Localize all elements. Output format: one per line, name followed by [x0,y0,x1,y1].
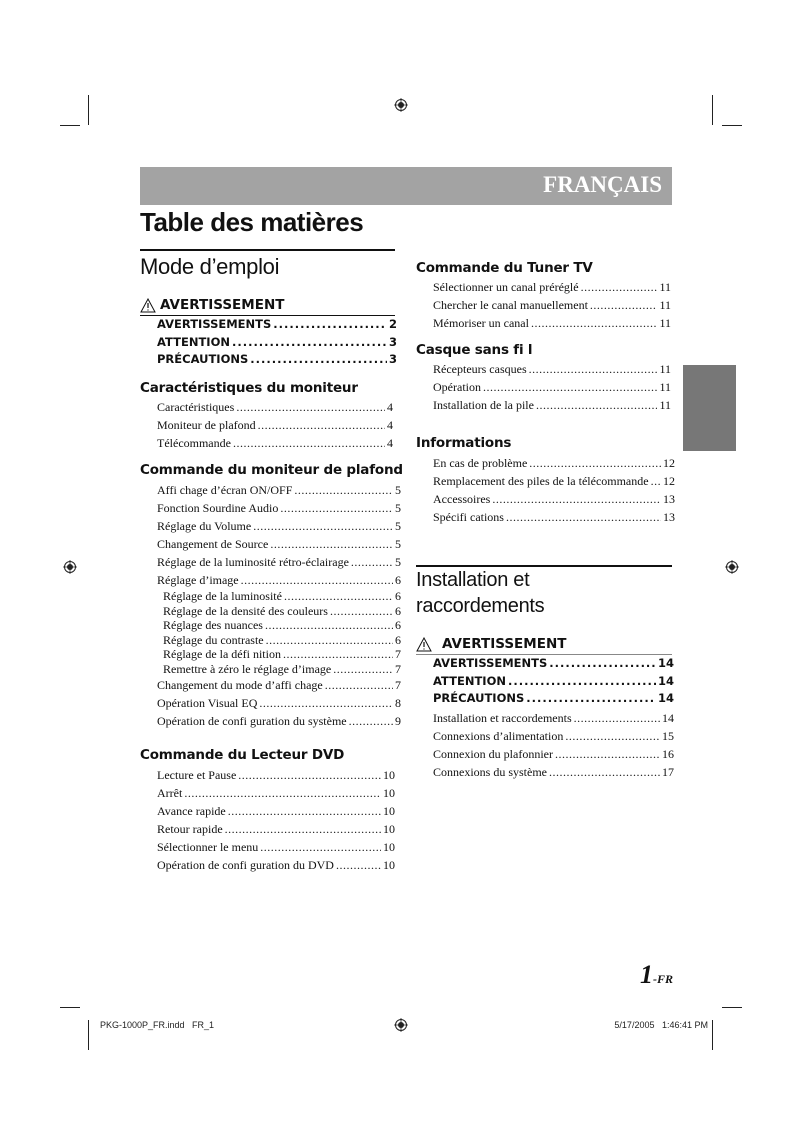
dot-leader [225,820,381,838]
dot-leader [253,517,393,535]
toc-entry-page: 11 [659,316,671,330]
toc-entry[interactable] [157,604,401,619]
toc-entry-page: 8 [395,696,401,710]
dot-leader [283,647,393,662]
dot-leader [259,694,393,712]
toc-entry-label: Réglage de la luminosité rétro-éclairage [157,555,349,569]
dot-leader [549,763,660,781]
toc-entry-page: 4 [387,400,393,414]
dot-leader [483,378,657,396]
warning-triangle-icon [416,637,432,652]
dot-leader [325,676,393,694]
dot-leader [336,856,381,874]
toc-entry-label: Caractéristiques [157,400,235,414]
dot-leader [536,396,657,414]
crop-mark [712,1020,713,1050]
toc-entry-label: Spécifi cations [433,510,504,524]
toc-entry[interactable] [157,334,397,352]
toc-entry-page: 10 [383,786,395,800]
toc-entry-page: 5 [395,501,401,515]
page-number [640,960,673,990]
dot-leader [232,334,387,352]
toc-entry-page: 5 [395,483,401,497]
dot-leader [492,490,661,508]
toc-entry-page: 13 [663,492,675,506]
toc-entry-page: 12 [663,474,675,488]
toc-entry[interactable] [433,690,674,708]
toc-entry[interactable] [157,571,401,589]
toc-entry[interactable] [157,802,395,820]
dot-leader [258,416,385,434]
toc-entry-label: Opération de confi guration du DVD [157,858,334,872]
toc-entry-label: En cas de problème [433,456,528,470]
toc-entry-label: Accessoires [433,492,491,506]
toc-list [157,766,395,874]
dot-leader [184,784,381,802]
toc-entry-page: 14 [657,691,674,705]
registration-mark-icon [725,560,739,574]
section-rule [140,249,395,251]
toc-entry-label: Fonction Sourdine Audio [157,501,279,515]
dot-leader [330,604,393,619]
group-heading: Caractéristiques du moniteur [140,380,358,396]
toc-entry-label: Installation et raccordements [433,711,572,725]
toc-entry-label: PRÉCAUTIONS [157,352,249,366]
toc-entry-page: 11 [659,380,671,394]
toc-entry-label: Connexion du plafonnier [433,747,553,761]
crop-mark [60,125,80,126]
footer-timestamp: 5/17/2005 1:46:41 PM [614,1020,708,1030]
toc-entry[interactable] [433,655,674,673]
toc-list [157,398,393,452]
page-number-suffix: -FR [653,972,674,986]
toc-entry-page: 10 [383,858,395,872]
toc-entry-label: Avance rapide [157,804,226,818]
dot-leader [238,766,381,784]
crop-mark [722,1007,742,1008]
toc-list [157,316,397,369]
toc-entry-page: 5 [395,519,401,533]
toc-entry-page: 10 [383,768,395,782]
toc-entry-label: Réglage du contraste [163,632,264,647]
toc-entry-label: Récepteurs casques [433,362,527,376]
toc-entry-page: 11 [659,398,671,412]
section-title-line2: raccordements [416,595,545,617]
footer-file: PKG-1000P_FR.indd FR_1 [100,1020,215,1030]
dot-leader [250,351,387,369]
toc-entry-page: 10 [383,804,395,818]
dot-leader [270,535,393,553]
group-heading: Casque sans fi l [416,342,533,358]
toc-entry-page: 14 [662,711,674,725]
toc-entry-label: Opération [433,380,481,394]
toc-entry-label: PRÉCAUTIONS [433,691,525,705]
toc-entry-label: Réglage de la défi nition [163,647,281,661]
toc-entry-page: 3 [388,352,397,366]
toc-entry-page: 10 [383,822,395,836]
toc-entry-label: Sélectionner le menu [157,840,259,854]
toc-entry[interactable] [157,499,401,517]
toc-entry-label: Changement de Source [157,537,269,551]
toc-entry[interactable] [157,662,401,677]
page-title: Table des matières [140,207,364,237]
toc-entry-page: 11 [659,362,671,376]
language-label: FRANÇAIS [543,172,662,197]
toc-entry-label: Installation de la pile [433,398,534,412]
dot-leader [294,481,393,499]
toc-entry[interactable] [157,535,401,553]
warning-heading-text: AVERTISSEMENT [442,636,567,652]
registration-mark-icon [394,1018,408,1032]
toc-entry-page: 15 [662,729,674,743]
toc-entry[interactable] [433,727,674,745]
toc-entry-label: Télécommande [157,436,231,450]
toc-entry-label: Changement du mode d’affi chage [157,678,323,692]
toc-entry-page: 7 [395,678,401,692]
toc-entry-label: Arrêt [157,786,183,800]
dot-leader [506,508,661,526]
dot-leader [266,633,393,648]
toc-entry[interactable] [433,490,675,508]
toc-entry[interactable] [157,647,401,662]
toc-entry[interactable] [157,676,401,694]
toc-entry-page: 6 [395,589,401,603]
toc-entry-page: 5 [395,555,401,569]
toc-entry-label: Chercher le canal manuellement [433,298,588,312]
side-thumb-tab [683,365,736,451]
toc-entry-page: 4 [387,418,393,432]
toc-entry-label: Affi chage d’écran ON/OFF [157,483,293,497]
toc-entry-page: 7 [395,647,401,661]
toc-entry[interactable] [157,351,397,369]
dot-leader [526,690,656,708]
toc-entry-page: 4 [387,436,393,450]
dot-leader [651,472,661,490]
toc-entry-label: Connexions du système [433,765,547,779]
registration-mark-icon [394,98,408,112]
dot-leader [233,434,385,452]
toc-entry-page: 6 [395,573,401,587]
toc-entry-label: Opération Visual EQ [157,696,258,710]
dot-leader [349,712,393,730]
dot-leader [555,745,660,763]
toc-entry-label: AVERTISSEMENTS [433,656,548,670]
toc-entry[interactable] [433,278,671,296]
toc-entry-label: Réglage de la densité des couleurs [163,603,328,618]
toc-entry[interactable] [157,517,401,535]
warning-heading [416,636,566,652]
toc-entry-page: 7 [395,661,401,676]
dot-leader [280,499,393,517]
toc-entry[interactable] [433,378,671,396]
toc-entry-page: 12 [663,456,675,470]
toc-entry-page: 6 [395,603,401,618]
page-number-value: 1 [640,960,653,989]
toc-entry[interactable] [433,508,675,526]
dot-leader [241,571,393,589]
group-heading: Commande du moniteur de plafond [140,462,403,478]
toc-list [433,709,674,781]
toc-entry[interactable] [433,396,671,414]
toc-entry[interactable] [157,694,401,712]
toc-entry-label: Réglage du Volume [157,519,252,533]
dot-leader [549,655,656,673]
toc-entry-label: Retour rapide [157,822,223,836]
toc-entry-label: ATTENTION [157,334,230,349]
crop-mark [722,125,742,126]
toc-entry-page: 16 [662,747,674,761]
toc-entry-page: 3 [388,334,397,349]
toc-entry[interactable] [433,472,675,490]
toc-entry[interactable] [433,763,674,781]
toc-list [433,655,674,708]
toc-entry-page: 9 [395,714,401,728]
warning-heading [140,297,284,313]
dot-leader [236,398,385,416]
toc-entry-page: 17 [662,765,674,779]
registration-mark-icon [63,560,77,574]
dot-leader [529,454,661,472]
toc-entry-label: Connexions d’alimentation [433,729,564,743]
toc-list [433,454,675,526]
toc-entry-label: Remplacement des piles de la télécommande [433,474,649,488]
dot-leader [260,838,381,856]
warning-heading-text: AVERTISSEMENT [160,297,285,313]
toc-entry[interactable] [157,712,401,730]
dot-leader [565,727,660,745]
toc-entry-label: Réglage des nuances [163,618,263,632]
toc-entry[interactable] [157,589,401,604]
section-rule [416,565,672,567]
toc-entry-label: Lecture et Pause [157,768,237,782]
toc-entry-page: 2 [388,317,397,331]
group-heading: Commande du Lecteur DVD [140,747,345,763]
toc-entry[interactable] [157,416,393,434]
toc-entry[interactable] [157,784,395,802]
toc-entry[interactable] [433,314,671,332]
dot-leader [574,709,660,727]
section-title-line1: Installation et [416,569,530,591]
dot-leader [284,589,393,604]
dot-leader [529,360,658,378]
toc-list [433,360,671,414]
dot-leader [333,662,393,677]
toc-entry[interactable] [433,745,674,763]
toc-entry-page: 14 [657,656,674,670]
dot-leader [581,278,658,296]
toc-entry-label: Réglage d’image [157,573,239,587]
section-title: Mode d’emploi [140,254,280,279]
toc-entry-label: Moniteur de plafond [157,418,256,432]
toc-entry[interactable] [157,398,393,416]
toc-entry[interactable] [157,856,395,874]
group-heading: Commande du Tuner TV [416,260,593,276]
dot-leader [273,316,387,334]
toc-entry[interactable] [433,360,671,378]
toc-entry[interactable] [157,434,393,452]
toc-entry-label: Sélectionner un canal préréglé [433,280,579,294]
toc-entry[interactable] [157,766,395,784]
toc-entry-label: Remettre à zéro le réglage d’image [163,661,332,676]
toc-entry-page: 5 [395,537,401,551]
dot-leader [228,802,381,820]
toc-entry-page: 14 [657,673,674,688]
toc-entry[interactable] [433,296,671,314]
crop-mark [88,95,89,125]
warning-triangle-icon [140,298,156,313]
crop-mark [88,1020,89,1050]
toc-entry-label: Réglage de la luminosité [163,589,282,603]
toc-entry-page: 6 [395,632,401,647]
toc-entry[interactable] [157,838,395,856]
crop-mark [60,1007,80,1008]
toc-entry-page: 11 [659,280,671,294]
toc-list [157,481,401,730]
toc-entry[interactable] [433,454,675,472]
toc-list [433,278,671,332]
dot-leader [590,296,658,314]
dot-leader [351,553,393,571]
toc-entry-page: 6 [395,618,401,632]
group-heading: Informations [416,435,512,451]
toc-entry[interactable] [157,316,397,334]
dot-leader [531,314,657,332]
toc-entry-label: AVERTISSEMENTS [157,317,272,331]
toc-entry-page: 13 [663,510,675,524]
language-banner [140,167,672,205]
dot-leader [508,673,656,691]
toc-entry-label: Opération de confi guration du système [157,714,347,728]
toc-entry-label: Mémoriser un canal [433,316,529,330]
crop-mark [712,95,713,125]
toc-entry-page: 10 [383,840,395,854]
toc-entry-page: 11 [659,298,671,312]
dot-leader [265,618,393,633]
toc-entry[interactable] [157,820,395,838]
toc-entry[interactable] [433,709,674,727]
toc-entry-label: ATTENTION [433,673,506,688]
toc-entry[interactable] [157,553,401,571]
toc-entry[interactable] [157,618,401,633]
toc-entry[interactable] [157,481,401,499]
toc-entry[interactable] [157,633,401,648]
toc-entry[interactable] [433,673,674,691]
